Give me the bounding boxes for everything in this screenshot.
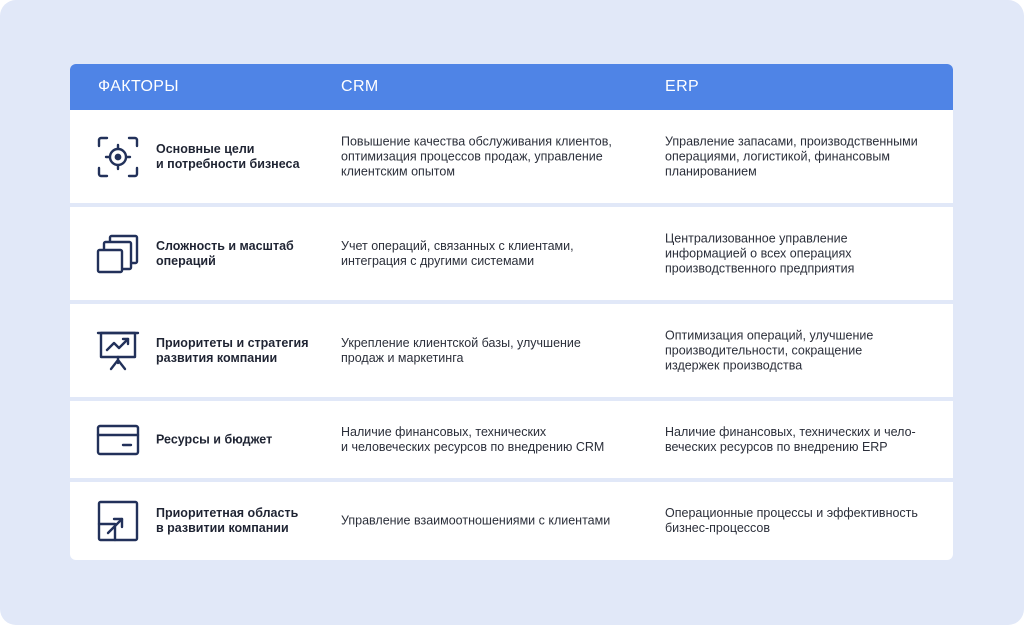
table-row	[70, 401, 953, 478]
table-row	[70, 110, 953, 203]
crm-cell: Учет операций, связанных с клиентами, интеграция с другими системами	[341, 238, 574, 268]
erp-cell: Оптимизация операций, улучшение производительности, сокращение издержек производства	[665, 328, 874, 372]
header-factors: ФАКТОРЫ	[98, 78, 179, 95]
header-crm: CRM	[341, 78, 379, 95]
factor-label: Ресурсы и бюджет	[156, 432, 273, 446]
table-row	[70, 482, 953, 560]
comparison-table	[70, 64, 953, 560]
crm-cell: Повышение качества обслуживания клиентов, оптимизация процессов продаж, управление клиентским опытом	[341, 134, 612, 178]
crm-cell: Укрепление клиентской базы, улучшение продаж и маркетинга	[341, 335, 581, 365]
layers-icon	[96, 232, 140, 276]
crm-cell: Наличие финансовых, технических и человеческих ресурсов по внедрению CRM	[341, 424, 605, 454]
expand-arrow-icon	[96, 499, 140, 543]
factor-label: Сложность и масштаб операций	[156, 238, 294, 268]
header-erp: ERP	[665, 78, 700, 95]
erp-cell: Наличие финансовых, технических и чело- веческих ресурсов по внедрению ERP	[665, 424, 916, 454]
erp-cell: Централизованное управление информацией о всех операциях производственного предприятия	[665, 231, 855, 275]
credit-card-icon	[96, 418, 140, 462]
target-icon	[96, 135, 140, 179]
table-row	[70, 304, 953, 397]
presentation-chart-icon	[96, 329, 140, 373]
table-row	[70, 207, 953, 300]
erp-cell: Управление запасами, производственными операциями, логистикой, финансовым планированием	[665, 134, 918, 178]
factor-label: Приоритеты и стратегия развития компании	[156, 335, 309, 365]
table-header	[70, 64, 953, 110]
crm-cell: Управление взаимоотношениями с клиентами	[341, 513, 611, 528]
factor-label: Основные цели и потребности бизнеса	[156, 141, 300, 171]
erp-cell: Операционные процессы и эффективность бизнес-процессов	[665, 506, 918, 535]
factor-label: Приоритетная область в развитии компании	[156, 506, 299, 535]
